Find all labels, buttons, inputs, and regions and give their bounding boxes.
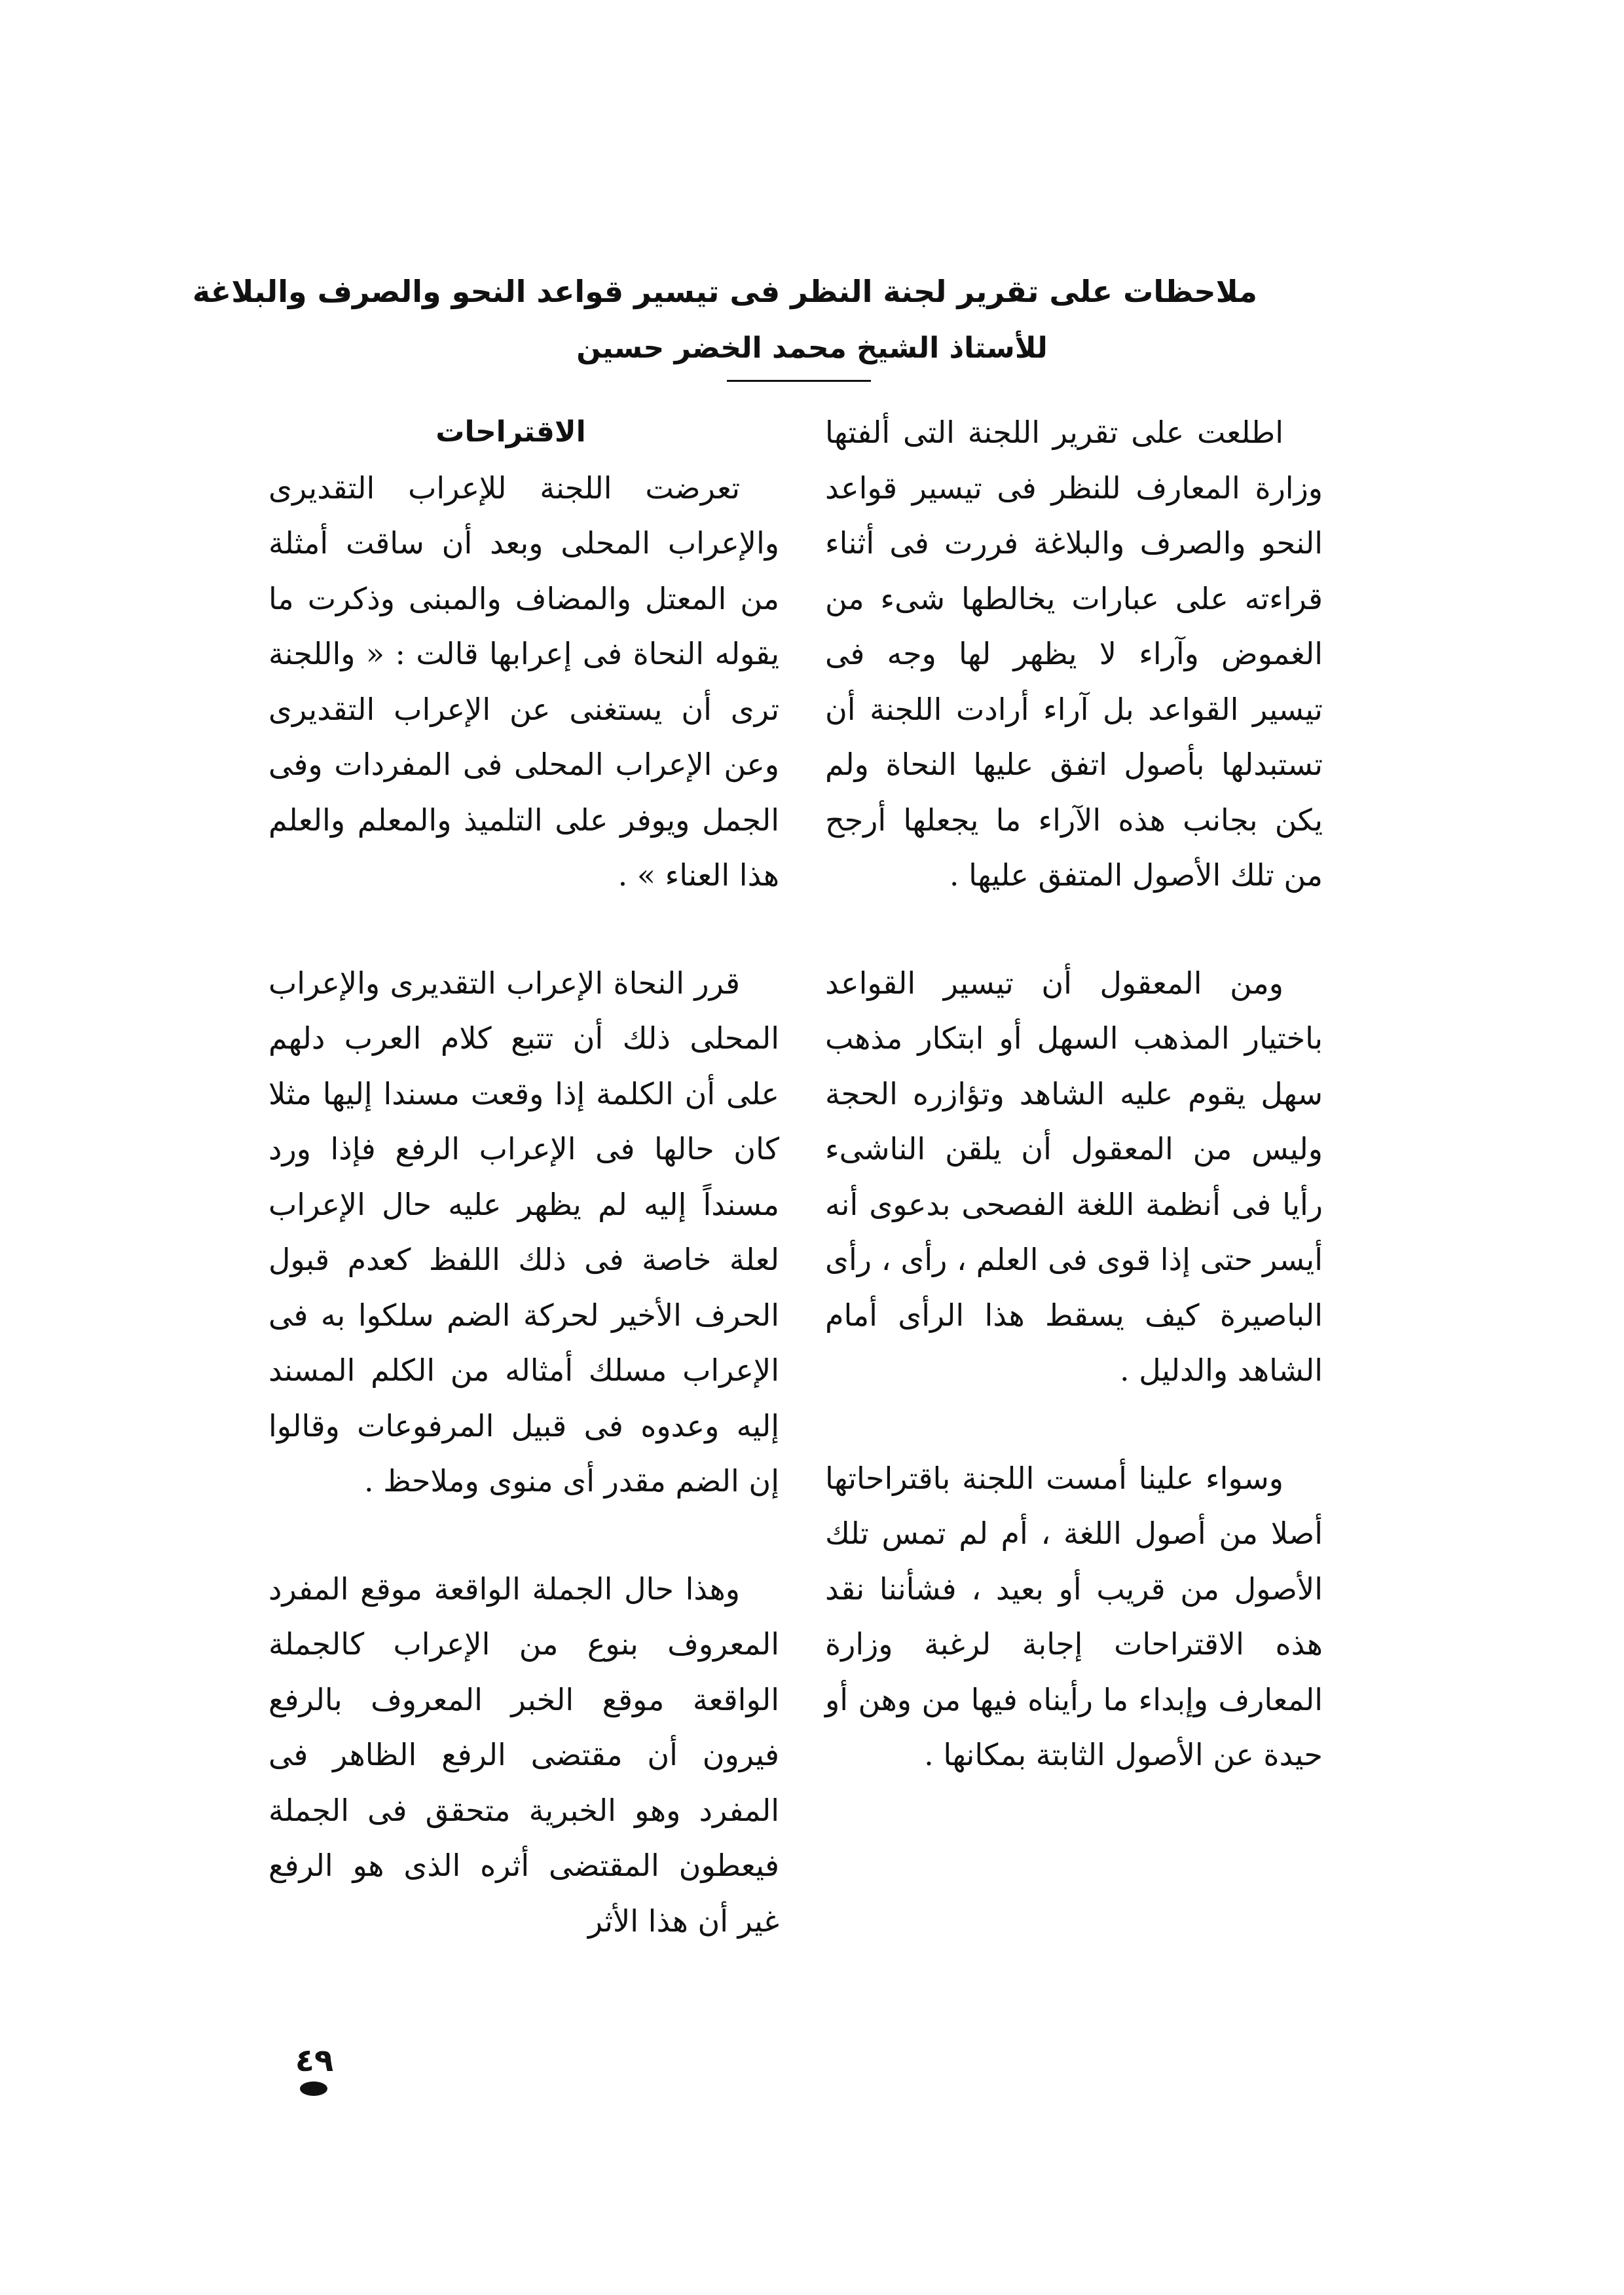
section-heading: الاقتراحات xyxy=(435,415,586,449)
page-number: ٤٩ xyxy=(295,2042,334,2079)
left-paragraph-3: وهذا حال الجملة الواقعة موقع المفرد المعروف بنوع من الإعراب كالجملة الواقعة موقع الخبر المعروف بالرفع فيرون أن مقتضى الرفع الظاهر فى المفرد وهو الخبرية متحقق فى الجملة فيعطون المقتضى أثره الذى هو الرفع غير أن هذا الأثر xyxy=(268,1571,779,1939)
left-paragraph-2: قرر النحاة الإعراب التقديرى والإعراب المحلى ذلك أن تتبع كلام العرب دلهم على أن الكلمة إذا وقعت مسندا إليها مثلا كان حالها فى الإعراب الرفع فإذا ورد مسنداً إليه لم يظهر عليه حال الإعراب لعلة خاصة فى ذلك اللفظ كعدم قبول الحرف الأخير لحركة الضم سلكوا به فى الإعراب مسلك أمثاله من الكلم المسند إليه وعدوه فى قبيل المرفوعات وقالوا إن الضم مقدر أى منوى وملاحظ . xyxy=(268,965,779,1499)
article-author: للأستاذ الشيخ محمد الخضر حسين xyxy=(576,331,1048,365)
left-paragraph-1: تعرضت اللجنة للإعراب التقديرى والإعراب المحلى وبعد أن ساقت أمثلة من المعتل والمضاف والمبنى وذكرت ما يقوله النحاة فى إعرابها قالت : « واللجنة ترى أن يستغنى عن الإعراب التقديرى وعن الإعراب المحلى فى المفردات وفى الجمل ويوفر على التلميذ والمعلم والعلم هذا العناء » . xyxy=(268,470,779,893)
right-paragraph-3: وسواء علينا أمست اللجنة باقتراحاتها أصلا من أصول اللغة ، أم لم تمس تلك الأصول من قريب أو بعيد ، فشأننا نقد هذه الاقتراحات إجابة لرغبة وزارة المعارف وإبداء ما رأيناه فيها من وهن أو حيدة عن الأصول الثابتة بمكانها . xyxy=(825,1460,1323,1772)
page-ornament-mark xyxy=(300,2081,327,2096)
left-column xyxy=(268,405,779,1949)
author-underline xyxy=(727,380,871,382)
right-paragraph-1: اطلعت على تقرير اللجنة التى ألفتها وزارة المعارف للنظر فى تيسير قواعد النحو والصرف والبلاغة فررت فى أثناء قراءته على عبارات يخالطها شىء من الغموض وآراء لا يظهر لها وجه فى تيسير القواعد بل آراء أرادت اللجنة أن تستبدلها بأصول اتفق عليها النحاة ولم يكن بجانب هذه الآراء ما يجعلها أرجح من تلك الأصول المتفق عليها . xyxy=(825,415,1323,893)
right-column xyxy=(825,405,1323,1783)
article-title: ملاحظات على تقرير لجنة النظر فى تيسير قواعد النحو والصرف والبلاغة xyxy=(192,274,1257,309)
right-paragraph-2: ومن المعقول أن تيسير القواعد باختيار المذهب السهل أو ابتكار مذهب سهل يقوم عليه الشاهد وتؤازره الحجة وليس من المعقول أن يلقن الناشىء رأيا فى أنظمة اللغة الفصحى بدعوى أنه أيسر حتى إذا قوى فى العلم ، رأى ، رأى الباصيرة كيف يسقط هذا الرأى أمام الشاهد والدليل . xyxy=(825,965,1323,1388)
